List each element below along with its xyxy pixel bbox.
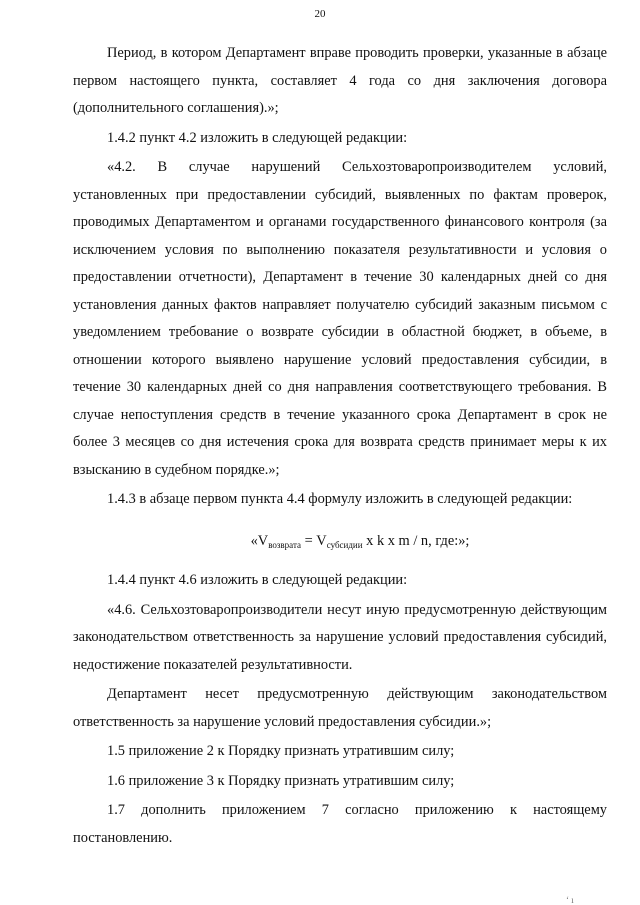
paragraph-1-4-4: 1.4.4 пункт 4.6 изложить в следующей редакции: (107, 572, 408, 588)
paragraph-1-6: 1.6 приложение 3 к Порядку признать утратившим силу; (107, 772, 455, 789)
paragraph-1-7: 1.7 дополнить приложением 7 согласно приложению к настоящему постановлению. (73, 802, 607, 846)
paragraph-inspection-period: Период, в котором Департамент вправе проводить проверки, указанные в абзаце первом настоящего пункта, составляет 4 года со дня заключения договора (дополнительного соглашения).»; (73, 45, 607, 116)
paragraph-1-5: 1.5 приложение 2 к Порядку признать утратившим силу; (107, 743, 455, 759)
formula-open: «V (250, 532, 269, 549)
paragraph-clause-4-6: «4.6. Сельхозтоваропроизводители несут иную предусмотренную действующим законодательством ответственность за нарушение условий предоставления субсидий, недостижение показателей результативности. (73, 601, 607, 673)
paragraph-1-4-2: 1.4.2 пункт 4.2 изложить в следующей редакции: (107, 129, 408, 146)
paragraph-department-responsibility: Департамент несет предусмотренную действующим законодательством ответственность за нарушение условий предоставления субсидии.»; (73, 686, 607, 730)
formula (73, 528, 607, 560)
paragraph-clause-4-2: «4.2. В случае нарушений Сельхозтоваропроизводителем условий, установленных при предоставлении субсидий, выявленных по фактам проверок, проводимых Департаментом и органами государственного финансового контроля (за исключением условия по выполнению показателя результативности и условия о предоставлении отчетности), Департамент в течение 30 календарных дней со дня установления данных фактов направляет получателю субсидий заказным письмом с уведомлением требование о возврате субсидии в областной бюджет, в объеме, в отношении которого выявлено нарушение условий предоставления субсидии, в течение 30 календарных дней со дня направления соответствующего требования. В случае непоступления средств в течение указанного срока Департамент в срок не более 3 месяцев со дня истечения срока для возврата средств принимает меры к их взысканию в судебном порядке.»; (73, 159, 607, 478)
formula-rest: x k x m / n, где:»; (362, 532, 470, 549)
formula-sub-return: возврата (268, 539, 301, 550)
page-number: 20 (314, 8, 326, 20)
paragraph-1-4-3: 1.4.3 в абзаце первом пункта 4.4 формулу изложить в следующей редакции: (107, 491, 573, 507)
document-body (73, 40, 607, 852)
formula-sub-subsidy: субсидии (326, 539, 363, 550)
scan-corner-mark: ‘ ı (566, 895, 574, 905)
formula-eq: = V (300, 532, 327, 549)
